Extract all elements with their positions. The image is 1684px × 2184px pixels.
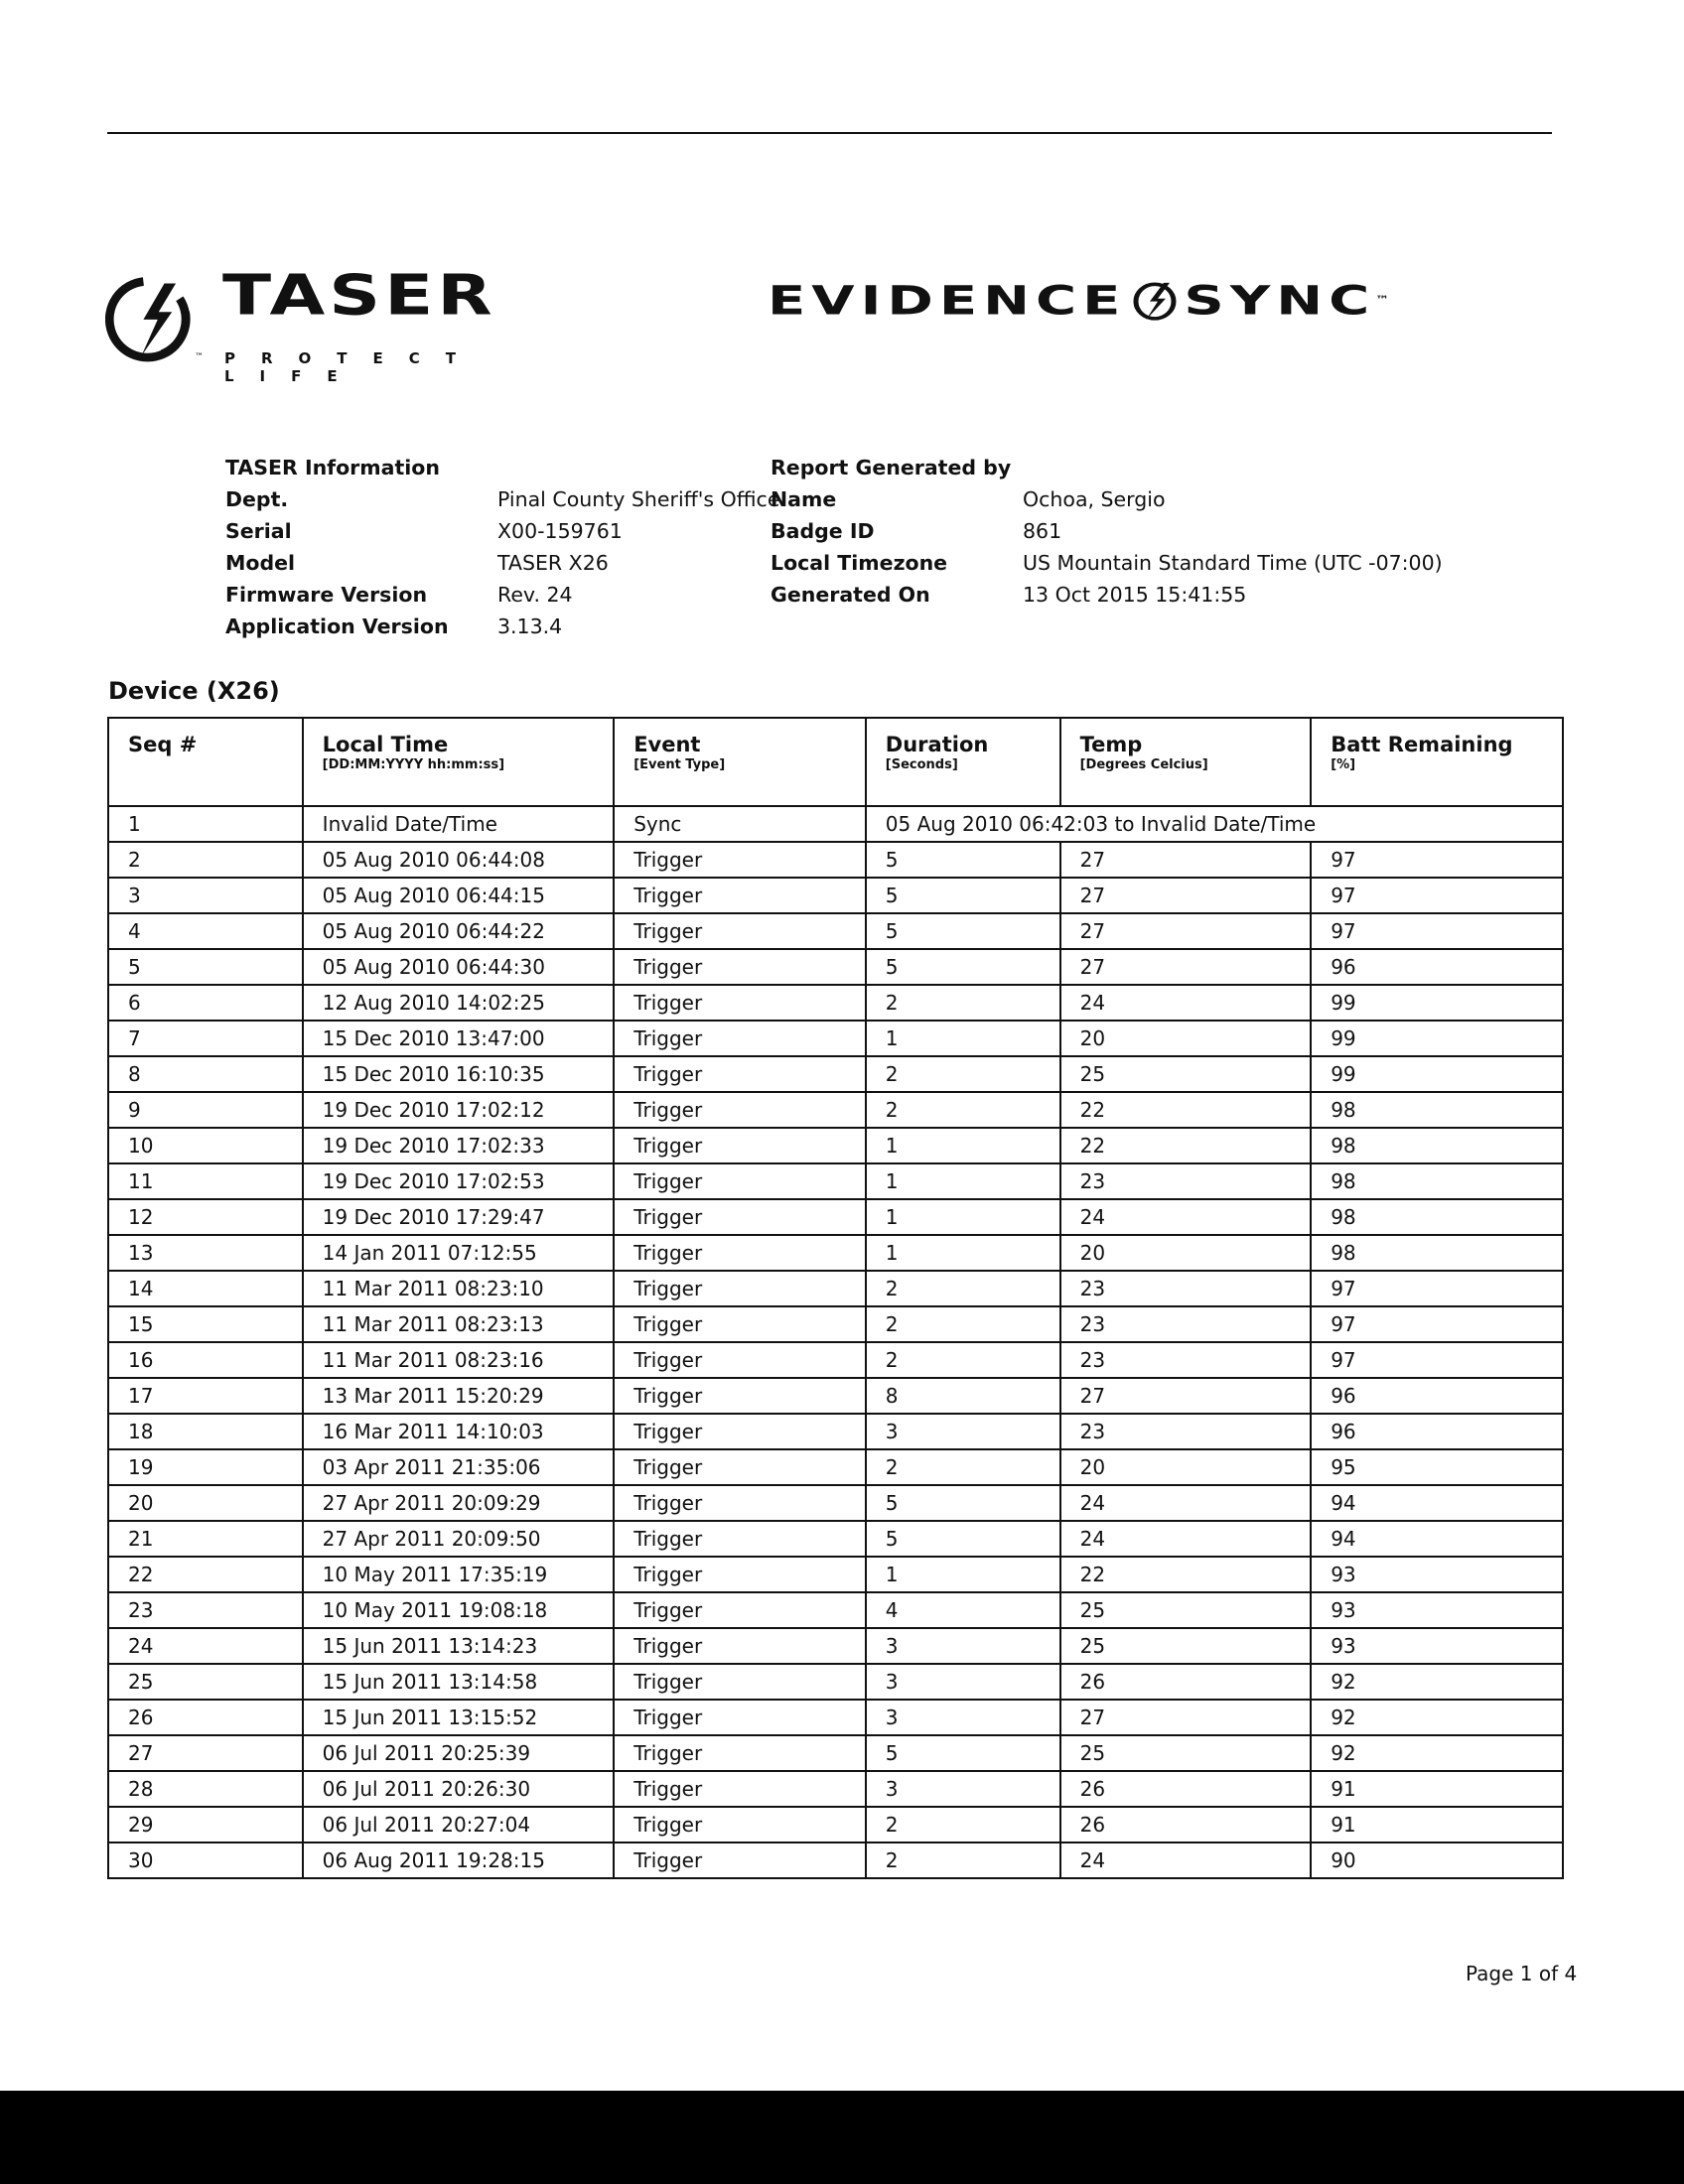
table-cell: 99 <box>1311 1056 1563 1092</box>
table-cell: 23 <box>1060 1414 1312 1449</box>
table-cell: 24 <box>1060 1199 1312 1235</box>
table-cell: 2 <box>866 1807 1060 1843</box>
table-row <box>108 1306 1563 1342</box>
table-cell: 26 <box>108 1700 303 1735</box>
taser-info-labels <box>225 452 449 642</box>
table-cell: 1 <box>866 1199 1060 1235</box>
table-cell: 98 <box>1311 1092 1563 1128</box>
info-value: Pinal County Sheriff's Office <box>497 487 780 511</box>
table-cell: 98 <box>1311 1163 1563 1199</box>
table-cell: Trigger <box>614 913 866 949</box>
table-cell: 21 <box>108 1521 303 1557</box>
table-cell: 1 <box>108 806 303 842</box>
taser-tagline: PROTECT LIFE <box>224 349 483 385</box>
table-cell: 27 <box>1060 842 1312 878</box>
table-cell: Trigger <box>614 1521 866 1557</box>
table-row <box>108 842 1563 878</box>
table-cell: Trigger <box>614 1199 866 1235</box>
table-row <box>108 985 1563 1021</box>
table-cell: 94 <box>1311 1485 1563 1521</box>
table-cell: 27 <box>108 1735 303 1771</box>
scan-border <box>0 2091 1684 2184</box>
table-cell: 2 <box>866 1056 1060 1092</box>
table-cell: 97 <box>1311 913 1563 949</box>
table-cell: 19 Dec 2010 17:29:47 <box>303 1199 615 1235</box>
table-cell: 4 <box>866 1592 1060 1628</box>
table-cell: 2 <box>866 1092 1060 1128</box>
table-cell: 20 <box>108 1485 303 1521</box>
table-cell: Trigger <box>614 1807 866 1843</box>
table-row <box>108 1843 1563 1878</box>
table-cell: 27 <box>1060 878 1312 913</box>
info-label: Generated On <box>771 583 930 607</box>
top-rule <box>107 132 1552 134</box>
table-cell: 93 <box>1311 1628 1563 1664</box>
table-cell: Trigger <box>614 1485 866 1521</box>
table-cell: 6 <box>108 985 303 1021</box>
table-cell: 97 <box>1311 1306 1563 1342</box>
table-cell: Trigger <box>614 1128 866 1163</box>
table-row <box>108 1700 1563 1735</box>
table-cell: 05 Aug 2010 06:44:30 <box>303 949 615 985</box>
table-cell: 12 <box>108 1199 303 1235</box>
info-label: Local Timezone <box>771 551 948 575</box>
table-cell: 27 Apr 2011 20:09:50 <box>303 1521 615 1557</box>
column-header: Event [Event Type] <box>614 718 866 806</box>
table-cell: 15 <box>108 1306 303 1342</box>
table-cell: 3 <box>866 1414 1060 1449</box>
table-cell: 22 <box>1060 1092 1312 1128</box>
table-row <box>108 949 1563 985</box>
table-cell: 10 May 2011 17:35:19 <box>303 1557 615 1592</box>
table-cell: 05 Aug 2010 06:44:08 <box>303 842 615 878</box>
table-row <box>108 1592 1563 1628</box>
table-row <box>108 1271 1563 1306</box>
table-cell: Trigger <box>614 949 866 985</box>
table-cell: 10 May 2011 19:08:18 <box>303 1592 615 1628</box>
table-cell: Trigger <box>614 1235 866 1271</box>
table-cell: 25 <box>1060 1735 1312 1771</box>
table-cell: 14 <box>108 1271 303 1306</box>
table-cell: 92 <box>1311 1700 1563 1735</box>
table-cell: 96 <box>1311 1378 1563 1414</box>
table-cell: Trigger <box>614 1557 866 1592</box>
table-cell: 25 <box>1060 1056 1312 1092</box>
table-cell: 97 <box>1311 1342 1563 1378</box>
taser-bolt-icon <box>105 270 201 365</box>
table-cell: 15 Jun 2011 13:15:52 <box>303 1700 615 1735</box>
table-cell: Trigger <box>614 1735 866 1771</box>
table-cell: 91 <box>1311 1771 1563 1807</box>
table-cell: 91 <box>1311 1807 1563 1843</box>
table-cell: 26 <box>1060 1771 1312 1807</box>
table-cell: 4 <box>108 913 303 949</box>
table-cell: 24 <box>1060 985 1312 1021</box>
table-cell: 30 <box>108 1843 303 1878</box>
table-cell: 05 Aug 2010 06:44:22 <box>303 913 615 949</box>
table-cell: 5 <box>866 1521 1060 1557</box>
table-cell: 03 Apr 2011 21:35:06 <box>303 1449 615 1485</box>
report-info-values <box>1023 452 1443 611</box>
table-cell: 92 <box>1311 1735 1563 1771</box>
table-cell: 97 <box>1311 842 1563 878</box>
table-row <box>108 1628 1563 1664</box>
table-row <box>108 1771 1563 1807</box>
table-cell: 19 Dec 2010 17:02:12 <box>303 1092 615 1128</box>
table-row <box>108 1128 1563 1163</box>
table-cell: 5 <box>866 1485 1060 1521</box>
table-cell: 23 <box>1060 1163 1312 1199</box>
table-cell: 27 <box>1060 949 1312 985</box>
trademark-mark: ™ <box>1375 294 1396 306</box>
table-cell: 5 <box>866 1735 1060 1771</box>
table-cell: 06 Aug 2011 19:28:15 <box>303 1843 615 1878</box>
table-cell: 27 <box>1060 1378 1312 1414</box>
table-cell: 90 <box>1311 1843 1563 1878</box>
table-row <box>108 1342 1563 1378</box>
table-cell: Trigger <box>614 1592 866 1628</box>
table-cell: 92 <box>1311 1664 1563 1700</box>
table-cell: 25 <box>1060 1592 1312 1628</box>
table-row <box>108 1557 1563 1592</box>
table-cell: 22 <box>1060 1128 1312 1163</box>
table-cell: 28 <box>108 1771 303 1807</box>
table-cell: 3 <box>866 1628 1060 1664</box>
table-cell: 19 Dec 2010 17:02:33 <box>303 1128 615 1163</box>
table-cell: Trigger <box>614 985 866 1021</box>
table-cell: 10 <box>108 1128 303 1163</box>
table-cell: 24 <box>108 1628 303 1664</box>
table-cell: 27 <box>1060 913 1312 949</box>
table-cell: 05 Aug 2010 06:42:03 to Invalid Date/Time <box>866 806 1563 842</box>
table-cell: 5 <box>866 878 1060 913</box>
table-cell: 2 <box>866 1843 1060 1878</box>
table-row <box>108 1414 1563 1449</box>
report-info-heading: Report Generated by <box>771 456 1012 479</box>
table-cell: Trigger <box>614 1271 866 1306</box>
table-cell: Trigger <box>614 1056 866 1092</box>
taser-logo <box>105 260 622 385</box>
table-cell: 2 <box>866 1271 1060 1306</box>
table-cell: 24 <box>1060 1843 1312 1878</box>
table-cell: 1 <box>866 1128 1060 1163</box>
table-cell: Trigger <box>614 842 866 878</box>
page-number: Page 1 of 4 <box>1466 1962 1578 1985</box>
table-cell: 11 Mar 2011 08:23:16 <box>303 1342 615 1378</box>
table-cell: Trigger <box>614 1092 866 1128</box>
table-cell: Invalid Date/Time <box>303 806 615 842</box>
table-cell: 23 <box>1060 1342 1312 1378</box>
table-cell: 14 Jan 2011 07:12:55 <box>303 1235 615 1271</box>
table-cell: 97 <box>1311 878 1563 913</box>
info-label: Model <box>225 551 296 575</box>
table-cell: 16 <box>108 1342 303 1378</box>
table-row <box>108 806 1563 842</box>
table-cell: Trigger <box>614 1843 866 1878</box>
table-cell: Trigger <box>614 1378 866 1414</box>
table-cell: 26 <box>1060 1664 1312 1700</box>
table-cell: 22 <box>1060 1557 1312 1592</box>
table-row <box>108 913 1563 949</box>
table-cell: 23 <box>1060 1271 1312 1306</box>
table-row <box>108 1807 1563 1843</box>
table-row <box>108 1056 1563 1092</box>
table-cell: 3 <box>866 1664 1060 1700</box>
table-cell: 23 <box>108 1592 303 1628</box>
table-cell: 3 <box>108 878 303 913</box>
table-cell: Trigger <box>614 1449 866 1485</box>
table-cell: 20 <box>1060 1235 1312 1271</box>
table-cell: 12 Aug 2010 14:02:25 <box>303 985 615 1021</box>
table-cell: 06 Jul 2011 20:25:39 <box>303 1735 615 1771</box>
table-cell: 29 <box>108 1807 303 1843</box>
table-row <box>108 1485 1563 1521</box>
evidence-sync-wordmark-left: EVIDENCE <box>768 277 1127 325</box>
table-cell: 93 <box>1311 1557 1563 1592</box>
table-cell: 5 <box>866 949 1060 985</box>
table-cell: 97 <box>1311 1271 1563 1306</box>
table-cell: Trigger <box>614 1163 866 1199</box>
table-cell: Trigger <box>614 1664 866 1700</box>
info-label: Serial <box>225 519 292 543</box>
table-cell: 2 <box>866 985 1060 1021</box>
table-cell: 26 <box>1060 1807 1312 1843</box>
trademark-mark: ™ <box>195 352 204 362</box>
table-cell: Sync <box>614 806 866 842</box>
table-cell: 2 <box>108 842 303 878</box>
table-cell: 2 <box>866 1306 1060 1342</box>
table-cell: Trigger <box>614 1771 866 1807</box>
table-cell: Trigger <box>614 878 866 913</box>
table-cell: 15 Jun 2011 13:14:23 <box>303 1628 615 1664</box>
column-header: Seq # <box>108 718 303 806</box>
table-cell: 8 <box>108 1056 303 1092</box>
table-cell: 20 <box>1060 1449 1312 1485</box>
table-cell: 5 <box>866 913 1060 949</box>
table-cell: 93 <box>1311 1592 1563 1628</box>
table-cell: 24 <box>1060 1521 1312 1557</box>
table-cell: 15 Dec 2010 16:10:35 <box>303 1056 615 1092</box>
table-cell: 96 <box>1311 1414 1563 1449</box>
table-cell: 11 Mar 2011 08:23:10 <box>303 1271 615 1306</box>
info-value: Rev. 24 <box>497 583 573 607</box>
table-row <box>108 1163 1563 1199</box>
table-cell: 2 <box>866 1449 1060 1485</box>
info-value: US Mountain Standard Time (UTC -07:00) <box>1023 551 1443 575</box>
table-cell: 20 <box>1060 1021 1312 1056</box>
taser-info-values <box>497 452 779 642</box>
info-label: Firmware Version <box>225 583 428 607</box>
info-value: Ochoa, Sergio <box>1023 487 1166 511</box>
table-cell: 11 <box>108 1163 303 1199</box>
table-cell: 9 <box>108 1092 303 1128</box>
table-cell: 1 <box>866 1021 1060 1056</box>
table-row <box>108 1521 1563 1557</box>
table-cell: Trigger <box>614 1021 866 1056</box>
table-cell: 94 <box>1311 1521 1563 1557</box>
table-cell: 2 <box>866 1342 1060 1378</box>
table-cell: 7 <box>108 1021 303 1056</box>
table-cell: Trigger <box>614 1700 866 1735</box>
table-cell: 17 <box>108 1378 303 1414</box>
table-cell: 1 <box>866 1163 1060 1199</box>
table-cell: 13 <box>108 1235 303 1271</box>
table-cell: 98 <box>1311 1128 1563 1163</box>
table-row <box>108 1449 1563 1485</box>
column-header: Duration [Seconds] <box>866 718 1060 806</box>
table-cell: 1 <box>866 1235 1060 1271</box>
device-title: Device (X26) <box>108 677 280 705</box>
table-cell: 3 <box>866 1771 1060 1807</box>
info-label: Name <box>771 487 837 511</box>
info-value: X00-159761 <box>497 519 623 543</box>
table-row <box>108 1199 1563 1235</box>
info-label: Dept. <box>225 487 289 511</box>
report-info-labels <box>771 452 1011 611</box>
table-cell: Trigger <box>614 1628 866 1664</box>
table-cell: 23 <box>1060 1306 1312 1342</box>
table-cell: 8 <box>866 1378 1060 1414</box>
taser-info-heading: TASER Information <box>225 456 440 479</box>
table-cell: 27 Apr 2011 20:09:29 <box>303 1485 615 1521</box>
table-cell: 3 <box>866 1700 1060 1735</box>
table-cell: 24 <box>1060 1485 1312 1521</box>
table-cell: 95 <box>1311 1449 1563 1485</box>
table-cell: 96 <box>1311 949 1563 985</box>
table-row <box>108 1378 1563 1414</box>
info-value: 13 Oct 2015 15:41:55 <box>1023 583 1247 607</box>
table-cell: 25 <box>1060 1628 1312 1664</box>
table-row <box>108 1735 1563 1771</box>
table-cell: 98 <box>1311 1235 1563 1271</box>
taser-wordmark: TASER <box>222 262 496 328</box>
table-cell: 5 <box>108 949 303 985</box>
table-header-row <box>108 718 1563 806</box>
table-cell: 16 Mar 2011 14:10:03 <box>303 1414 615 1449</box>
column-header: Batt Remaining [%] <box>1311 718 1563 806</box>
table-cell: 27 <box>1060 1700 1312 1735</box>
table-row <box>108 1235 1563 1271</box>
column-header: Temp [Degrees Celcius] <box>1060 718 1312 806</box>
table-cell: 22 <box>108 1557 303 1592</box>
table-cell: 98 <box>1311 1199 1563 1235</box>
table-cell: 5 <box>866 842 1060 878</box>
table-cell: 15 Jun 2011 13:14:58 <box>303 1664 615 1700</box>
evidence-sync-wordmark-right: SYNC <box>1184 277 1376 325</box>
info-label: Application Version <box>225 614 449 638</box>
table-row <box>108 1664 1563 1700</box>
table-cell: Trigger <box>614 1414 866 1449</box>
table-cell: 06 Jul 2011 20:27:04 <box>303 1807 615 1843</box>
table-cell: 13 Mar 2011 15:20:29 <box>303 1378 615 1414</box>
event-log-table <box>107 717 1564 1879</box>
table-cell: 99 <box>1311 1021 1563 1056</box>
table-row <box>108 1092 1563 1128</box>
table-cell: Trigger <box>614 1342 866 1378</box>
evidence-sync-logo <box>768 277 1532 340</box>
info-value: TASER X26 <box>497 551 609 575</box>
table-cell: 05 Aug 2010 06:44:15 <box>303 878 615 913</box>
info-value: 861 <box>1023 519 1062 543</box>
table-cell: 18 <box>108 1414 303 1449</box>
table-row <box>108 878 1563 913</box>
table-cell: Trigger <box>614 1306 866 1342</box>
info-value: 3.13.4 <box>497 614 563 638</box>
taser-bolt-icon <box>1130 280 1180 323</box>
table-cell: 19 <box>108 1449 303 1485</box>
table-cell: 15 Dec 2010 13:47:00 <box>303 1021 615 1056</box>
table-cell: 11 Mar 2011 08:23:13 <box>303 1306 615 1342</box>
info-label: Badge ID <box>771 519 875 543</box>
table-cell: 1 <box>866 1557 1060 1592</box>
table-cell: 06 Jul 2011 20:26:30 <box>303 1771 615 1807</box>
table-cell: 19 Dec 2010 17:02:53 <box>303 1163 615 1199</box>
table-row <box>108 1021 1563 1056</box>
table-cell: 99 <box>1311 985 1563 1021</box>
column-header: Local Time [DD:MM:YYYY hh:mm:ss] <box>303 718 615 806</box>
table-cell: 25 <box>108 1664 303 1700</box>
